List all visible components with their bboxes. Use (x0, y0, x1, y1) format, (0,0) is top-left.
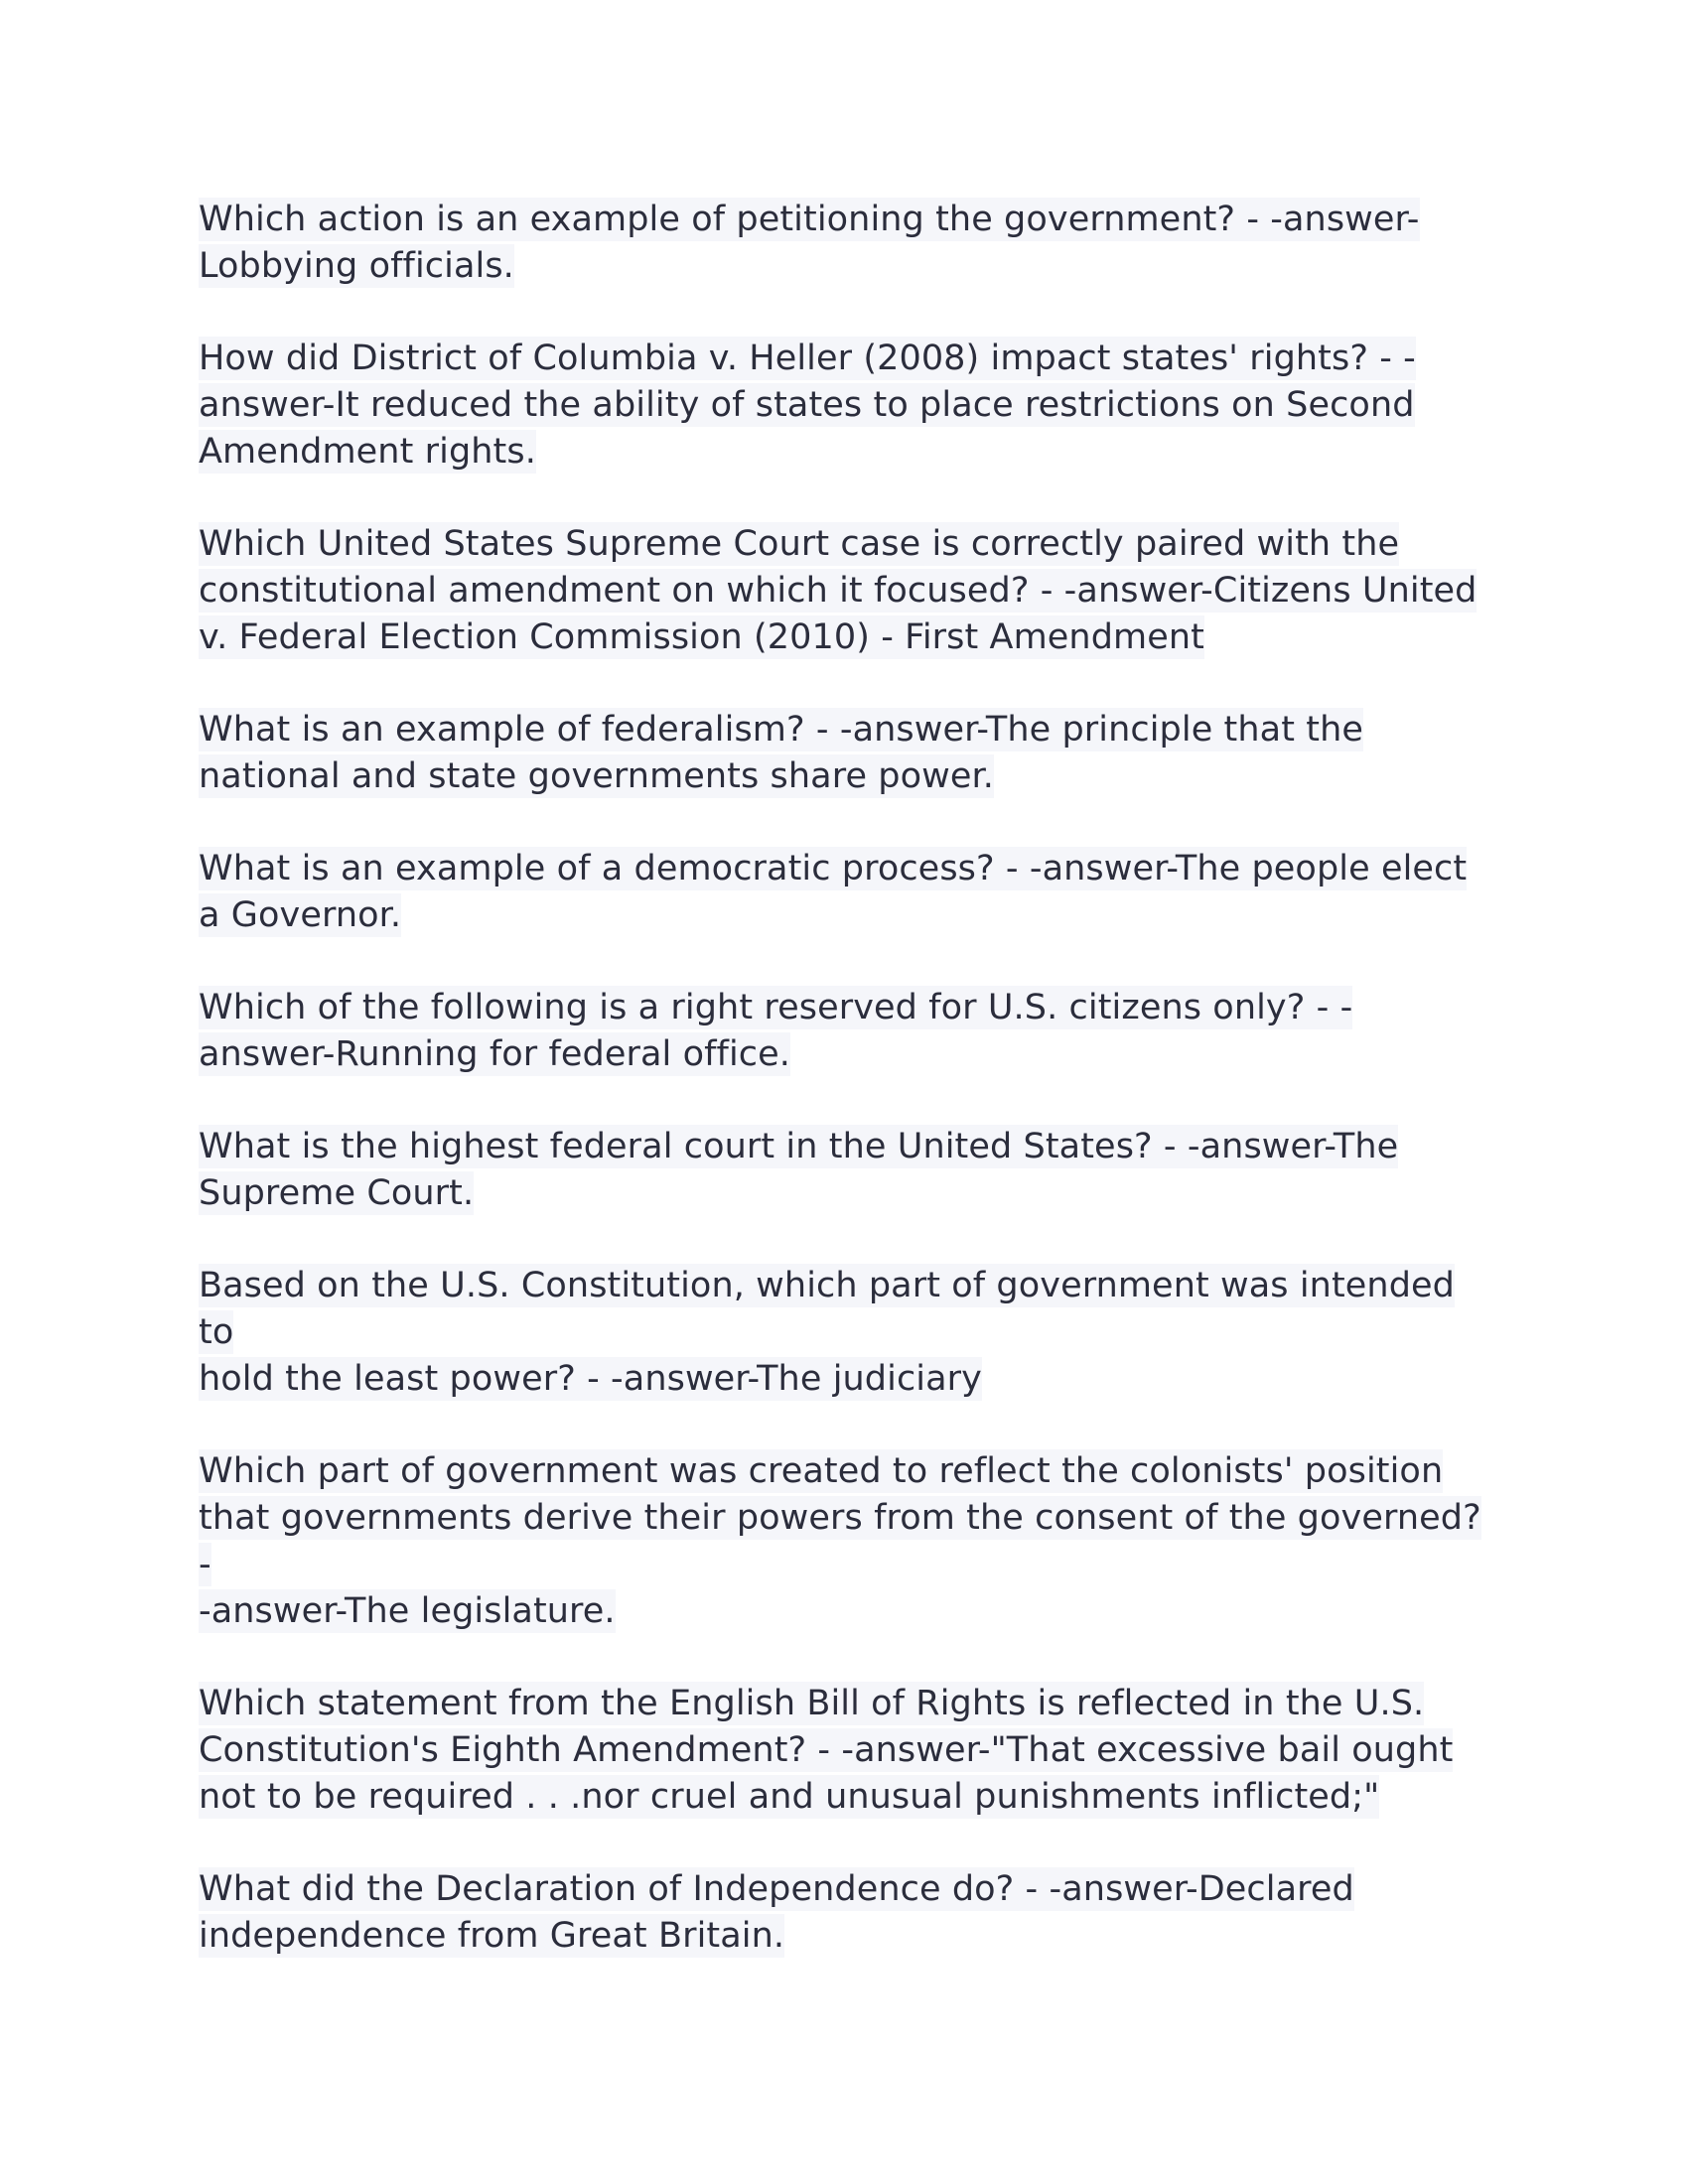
qa-line: Lobbying officials. (199, 246, 514, 286)
qa-line: What is an example of a democratic process? - -answer-The people elect (199, 849, 1468, 888)
qa-line: -answer-The legislature. (199, 1591, 616, 1631)
qa-line: answer-Running for federal office. (199, 1034, 790, 1074)
qa-line: Amendment rights. (199, 432, 536, 472)
qa-item (199, 1681, 1489, 1821)
qa-line: Which United States Supreme Court case is correctly paired with the (199, 524, 1400, 564)
qa-line: answer-It reduced the ability of states to place restrictions on Second (199, 385, 1415, 425)
qa-item (199, 521, 1489, 661)
qa-line: How did District of Columbia v. Heller (2008) impact states' rights? - - (199, 339, 1416, 378)
qa-line: What is the highest federal court in the United States? - -answer-The (199, 1127, 1399, 1166)
qa-line: Based on the U.S. Constitution, which part of government was intended to (199, 1266, 1455, 1352)
qa-item (199, 846, 1489, 939)
qa-line: not to be required . . .nor cruel and unusual punishments inflicted;" (199, 1777, 1380, 1817)
qa-line: hold the least power? - -answer-The judiciary (199, 1359, 982, 1399)
qa-line: What did the Declaration of Independence do? - -answer-Declared (199, 1869, 1354, 1909)
qa-line: a Governor. (199, 895, 402, 935)
qa-item (199, 1124, 1489, 1217)
qa-line: constitutional amendment on which it focused? - -answer-Citizens United (199, 571, 1477, 611)
qa-list (199, 197, 1489, 2005)
qa-line: What is an example of federalism? - -answer-The principle that the (199, 710, 1363, 750)
qa-line: Which of the following is a right reserved for U.S. citizens only? - - (199, 988, 1353, 1027)
qa-line: that governments derive their powers from the consent of the governed? - (199, 1498, 1481, 1584)
qa-line: national and state governments share power. (199, 756, 994, 796)
qa-item (199, 1448, 1489, 1635)
qa-line: Which statement from the English Bill of Rights is reflected in the U.S. (199, 1684, 1425, 1723)
qa-item (199, 197, 1489, 290)
qa-item (199, 707, 1489, 800)
qa-line: Supreme Court. (199, 1173, 475, 1213)
qa-line: v. Federal Election Commission (2010) - First Amendment (199, 617, 1204, 657)
qa-item (199, 336, 1489, 476)
qa-item (199, 985, 1489, 1078)
qa-line: Constitution's Eighth Amendment? - -answer-"That excessive bail ought (199, 1730, 1454, 1770)
qa-item (199, 1263, 1489, 1403)
qa-line: independence from Great Britain. (199, 1916, 785, 1956)
qa-line: Which part of government was created to reflect the colonists' position (199, 1451, 1444, 1491)
qa-item (199, 1866, 1489, 1960)
qa-line: Which action is an example of petitioning the government? - -answer- (199, 200, 1420, 239)
